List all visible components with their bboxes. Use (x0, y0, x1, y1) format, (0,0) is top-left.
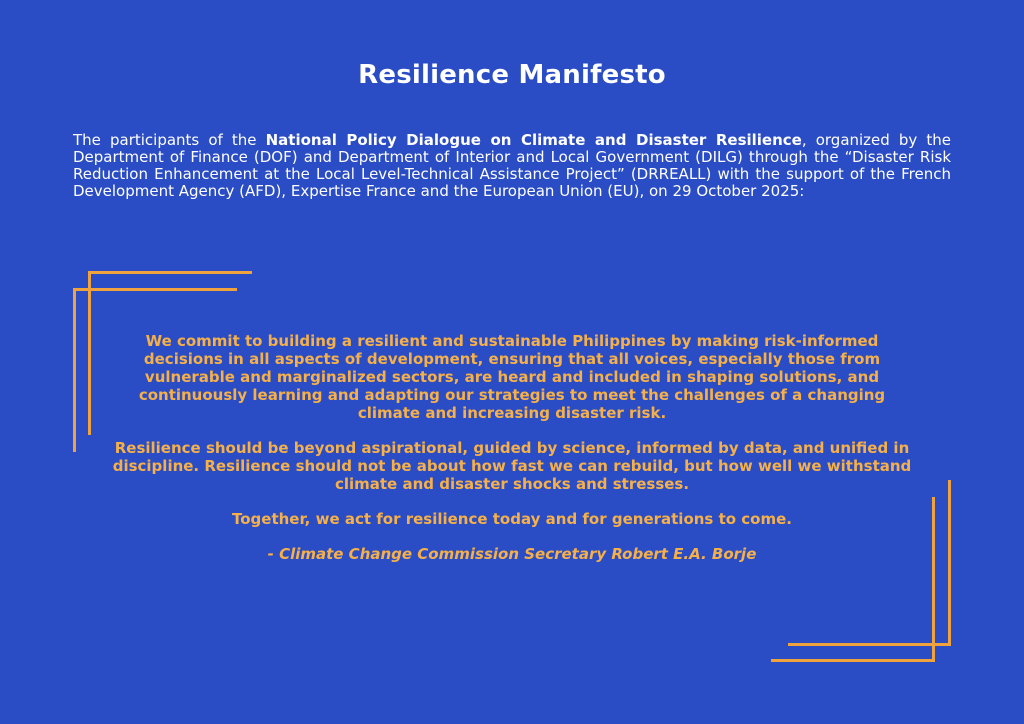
bracket-line (88, 271, 252, 274)
bracket-line (88, 271, 91, 435)
quote-paragraph-3: Together, we act for resilience today and for generations to come. (232, 510, 792, 528)
intro-paragraph (73, 132, 951, 200)
bracket-line (73, 288, 76, 452)
quote-attribution: - Climate Change Commission Secretary Robert E.A. Borje (267, 545, 757, 563)
bracket-line (948, 480, 951, 646)
quote-paragraph-2: Resilience should be beyond aspirational, guided by science, informed by data, and unified in discipline. Resilience should not be about how fast we can rebuild, but how well we withstand climate and disaster shocks and stresses. (112, 439, 912, 493)
bracket-line (73, 288, 237, 291)
page-title: Resilience Manifesto (358, 60, 666, 90)
bracket-line (788, 643, 951, 646)
bracket-line (771, 659, 935, 662)
quote-paragraph-1: We commit to building a resilient and sustainable Philippines by making risk-informed decisions in all aspects of development, ensuring that all voices, especially those from vulnerable and marginalized sectors, are heard and included in shaping solutions, and continuously learning and adapting our strategies to meet the challenges of a changing climate and increasing disaster risk. (138, 332, 886, 422)
intro-event-name: National Policy Dialogue on Climate and Disaster Resilience (265, 131, 802, 149)
bracket-line (932, 497, 935, 662)
intro-rest: , organized by the Department of Finance (DOF) and Department of Interior and Local Government (DILG) through the “Disaster Risk Reduction Enhancement at the Local Level-Technical Assistance Project” (DRREALL) with the support of the French Development Agency (AFD), Expertise France and the European Union (EU), on 29 October 2025: (73, 131, 951, 200)
intro-prefix: The participants of the (73, 131, 266, 149)
manifesto-quote (110, 332, 914, 580)
